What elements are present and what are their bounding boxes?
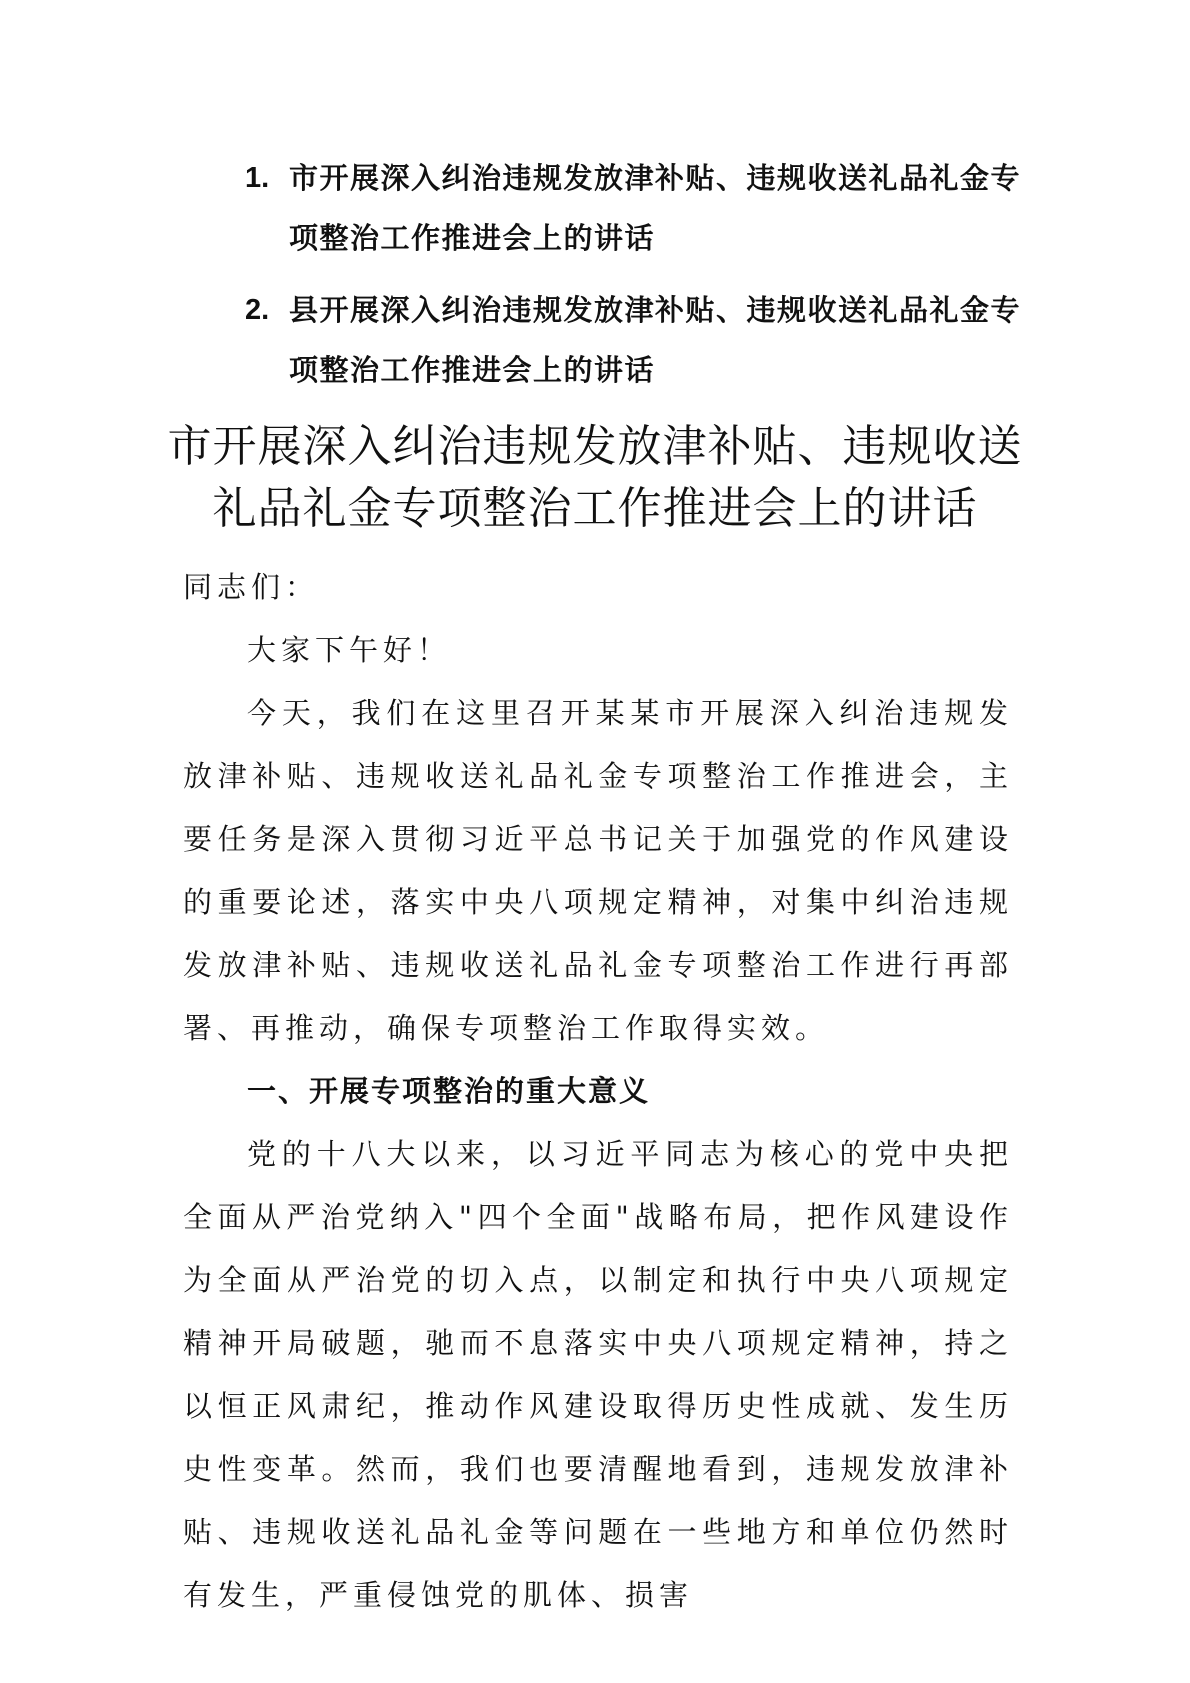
- document-body: [183, 556, 1013, 1627]
- toc-item-number: 2.: [245, 294, 270, 326]
- salutation: 同志们：: [183, 570, 320, 604]
- table-of-contents: [245, 148, 1025, 412]
- greeting: 大家下午好！: [247, 633, 452, 667]
- document-title: 市开展深入纠治违规发放津补贴、违规收送礼品礼金专项整治工作推进会上的讲话: [167, 421, 1023, 534]
- intro-paragraph: 今天，我们在这里召开某某市开展深入纠治违规发放津补贴、违规收送礼品礼金专项整治工作推进会，主要任务是深入贯彻习近平总书记关于加强党的作风建设的重要论述，落实中央八项规定精神，对集中纠治违规发放津补贴、违规收送礼品礼金专项整治工作进行再部署、再推动，确保专项整治工作取得实效。: [183, 696, 1013, 1045]
- toc-item-text: 市开展深入纠治违规发放津补贴、违规收送礼品礼金专项整治工作推进会上的讲话: [289, 161, 1022, 255]
- toc-item-number: 1.: [245, 162, 270, 194]
- toc-item[interactable]: [245, 148, 1025, 268]
- section-heading: 一、开展专项整治的重大意义: [247, 1074, 651, 1108]
- toc-item-text: 县开展深入纠治违规发放津补贴、违规收送礼品礼金专项整治工作推进会上的讲话: [289, 293, 1022, 387]
- toc-item[interactable]: [245, 280, 1025, 400]
- section-paragraph: 党的十八大以来，以习近平同志为核心的党中央把全面从严治党纳入"四个全面"战略布局，把作风建设作为全面从严治党的切入点，以制定和执行中央八项规定精神开局破题，驰而不息落实中央八项规定精神，持之以恒正风肃纪，推动作风建设取得历史性成就、发生历史性变革。然而，我们也要清醒地看到，违规发放津补贴、违规收送礼品礼金等问题在一些地方和单位仍然时有发生，严重侵蚀党的肌体、损害: [183, 1137, 1013, 1612]
